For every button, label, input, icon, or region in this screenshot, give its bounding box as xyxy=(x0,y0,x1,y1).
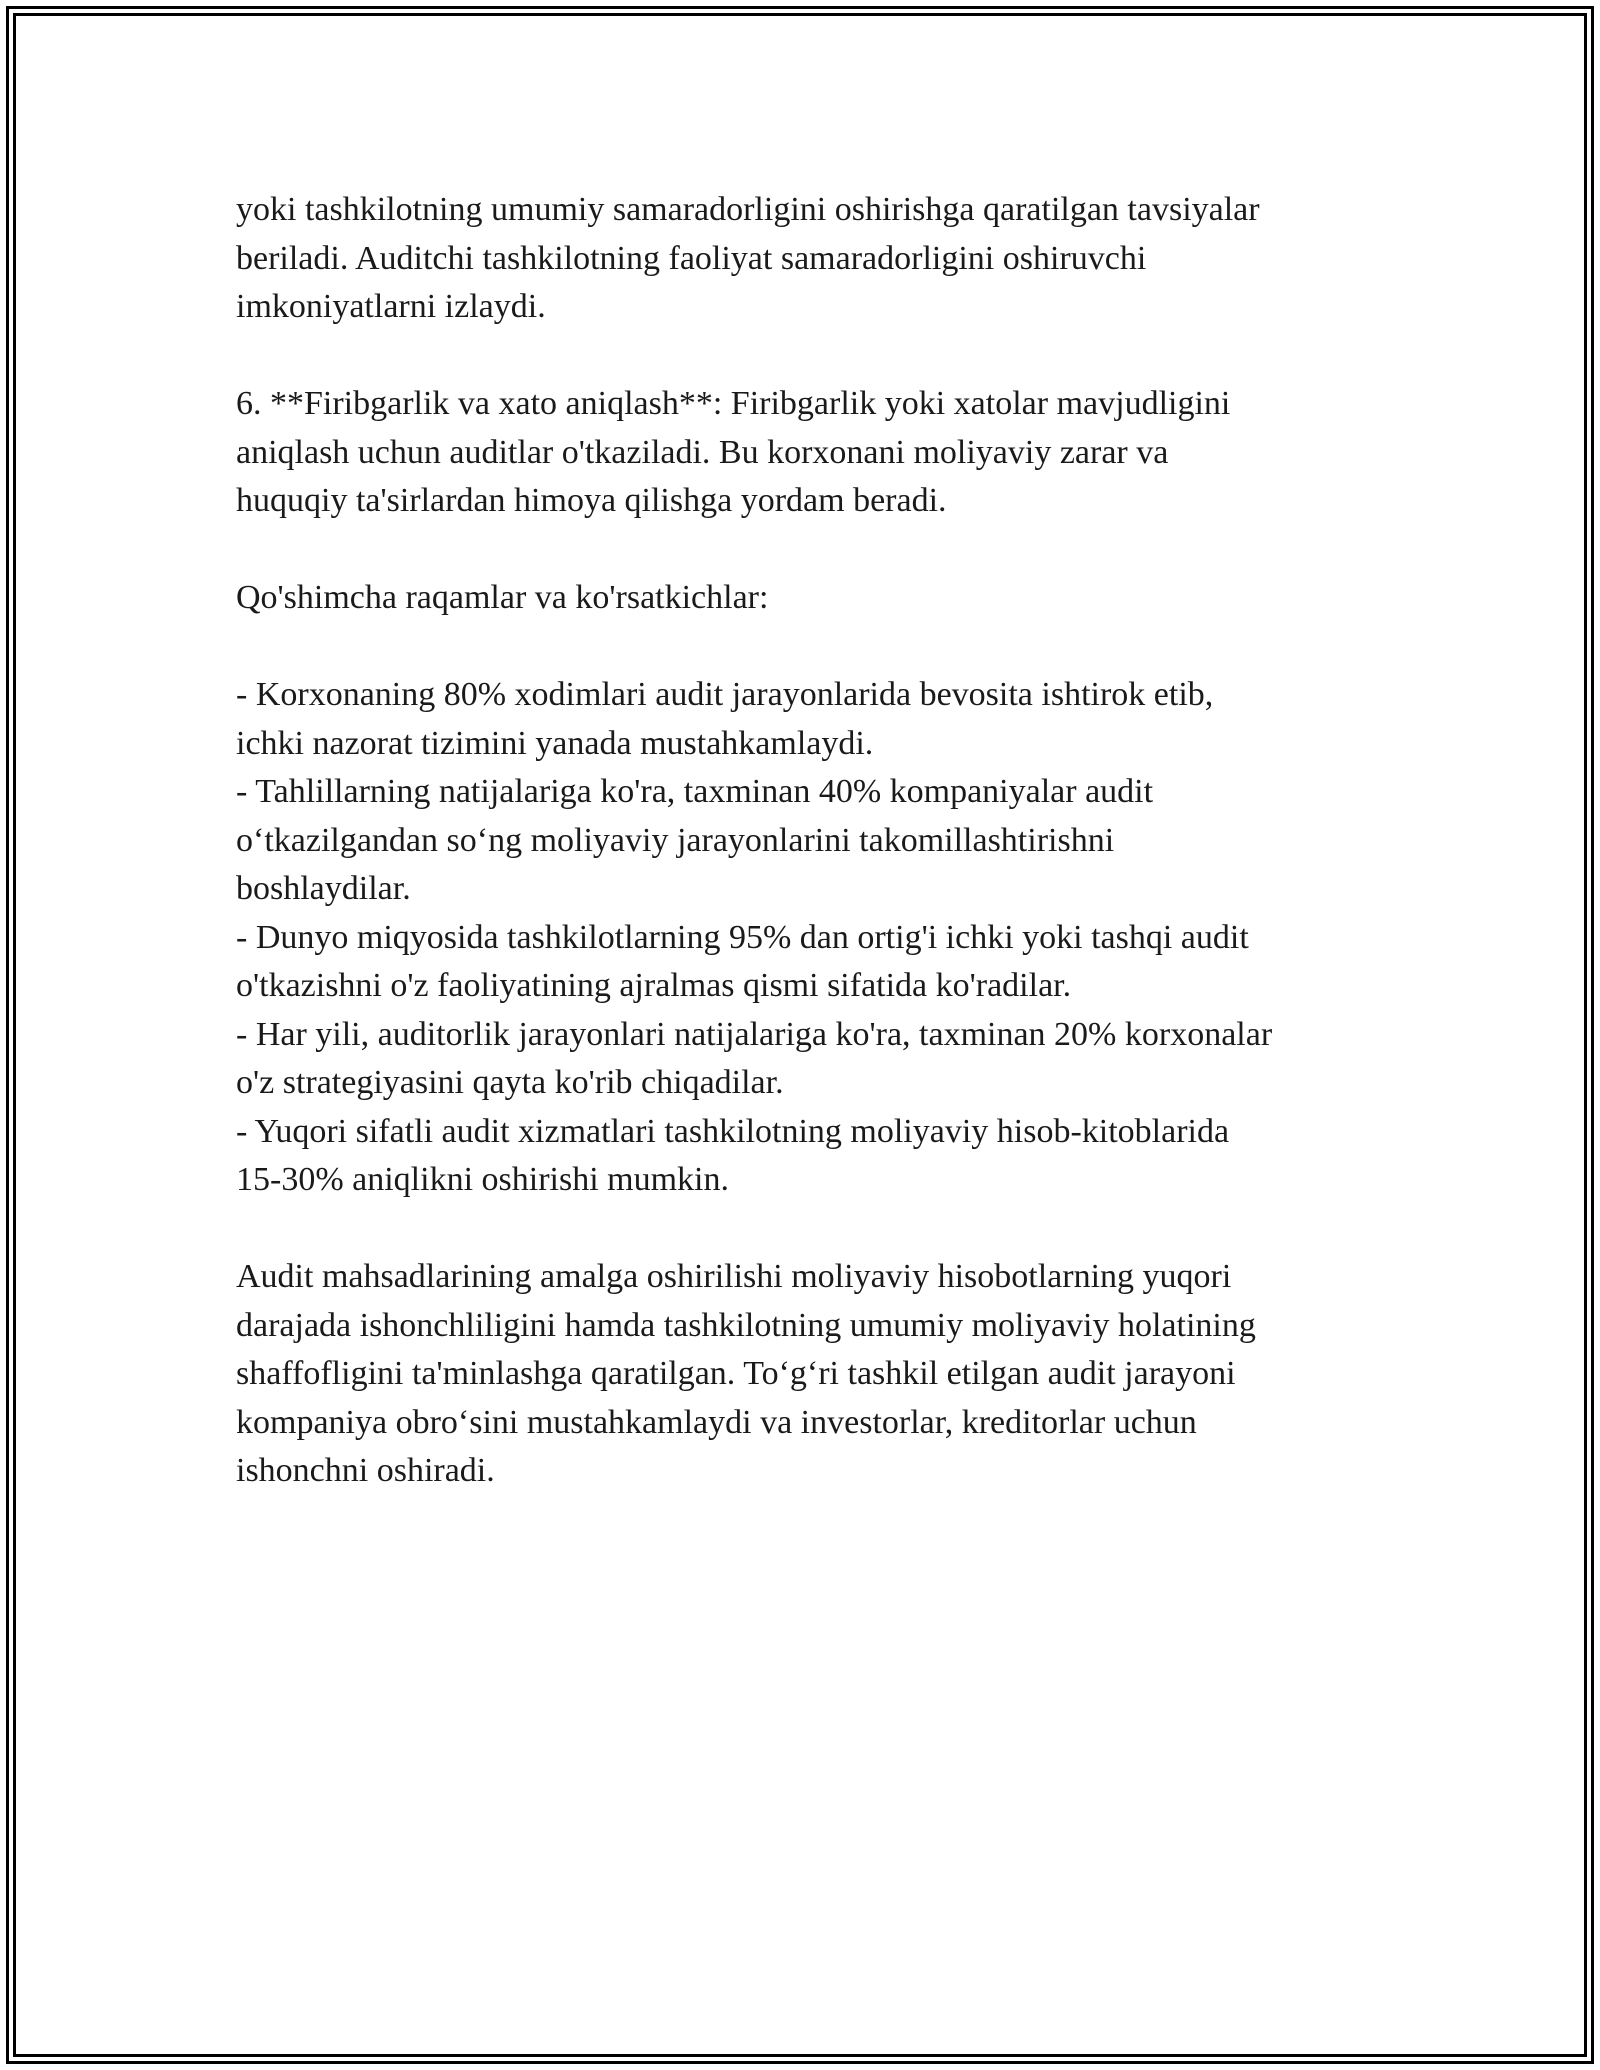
paragraph-spacer xyxy=(236,332,1366,381)
text-line: Qo'shimcha raqamlar va ko'rsatkichlar: xyxy=(236,579,769,616)
text-line: beriladi. Auditchi tashkilotning faoliyat samaradorligini oshiruvchi xyxy=(236,239,1147,277)
text-line: o'z strategiyasini qayta ko'rib chiqadilar. xyxy=(236,1064,784,1101)
text-line: o'tkazishni o'z faoliyatining ajralmas qismi sifatida ko'radilar. xyxy=(236,967,1072,1004)
text-line: boshlaydilar. xyxy=(236,870,411,907)
document-body xyxy=(236,186,1366,1496)
paragraph-spacer xyxy=(236,623,1366,672)
paragraph-recommendations xyxy=(236,186,1366,332)
paragraph-conclusion xyxy=(236,1253,1366,1496)
section-heading xyxy=(236,574,1366,623)
paragraph-fraud-detection xyxy=(236,380,1366,526)
text-line: 6. **Firibgarlik va xato aniqlash**: Firibgarlik yoki xatolar mavjudligini xyxy=(236,385,1231,422)
text-line: shaffofligini ta'minlashga qaratilgan. To‘g‘ri tashkil etilgan audit jarayoni xyxy=(236,1355,1236,1392)
text-line: - Korxonaning 80% xodimlari audit jarayonlarida bevosita ishtirok etib, xyxy=(236,676,1214,713)
text-line: o‘tkazilgandan so‘ng moliyaviy jarayonlarini takomillashtirishni xyxy=(236,821,1115,859)
statistics-list xyxy=(236,671,1366,1205)
text-line: ishonchni oshiradi. xyxy=(236,1452,495,1489)
text-line: - Yuqori sifatli audit xizmatlari tashkilotning moliyaviy hisob-kitoblarida xyxy=(236,1112,1230,1150)
text-line: darajada ishonchliligini hamda tashkilotning umumiy moliyaviy holatining xyxy=(236,1306,1256,1344)
text-line: imkoniyatlarni izlaydi. xyxy=(236,288,546,325)
text-line: 15-30% aniqlikni oshirishi mumkin. xyxy=(236,1161,729,1198)
text-line: - Har yili, auditorlik jarayonlari natijalariga ko'ra, taxminan 20% korxonalar xyxy=(236,1015,1273,1053)
text-line: ichki nazorat tizimini yanada mustahkamlaydi. xyxy=(236,724,874,762)
paragraph-spacer xyxy=(236,526,1366,575)
paragraph-spacer xyxy=(236,1205,1366,1254)
text-line: - Dunyo miqyosida tashkilotlarning 95% dan ortig'i ichki yoki tashqi audit xyxy=(236,918,1249,956)
text-line: Audit mahsadlarining amalga oshirilishi moliyaviy hisobotlarning yuqori xyxy=(236,1258,1232,1295)
text-line: yoki tashkilotning umumiy samaradorligini oshirishga qaratilgan tavsiyalar xyxy=(236,191,1260,228)
text-line: huquqiy ta'sirlardan himoya qilishga yordam beradi. xyxy=(236,482,947,519)
text-line: - Tahlillarning natijalariga ko'ra, taxminan 40% kompaniyalar audit xyxy=(236,773,1154,810)
text-line: aniqlash uchun auditlar o'tkaziladi. Bu korxonani moliyaviy zarar va xyxy=(236,433,1169,471)
text-line: kompaniya obro‘sini mustahkamlaydi va investorlar, kreditorlar uchun xyxy=(236,1403,1197,1441)
